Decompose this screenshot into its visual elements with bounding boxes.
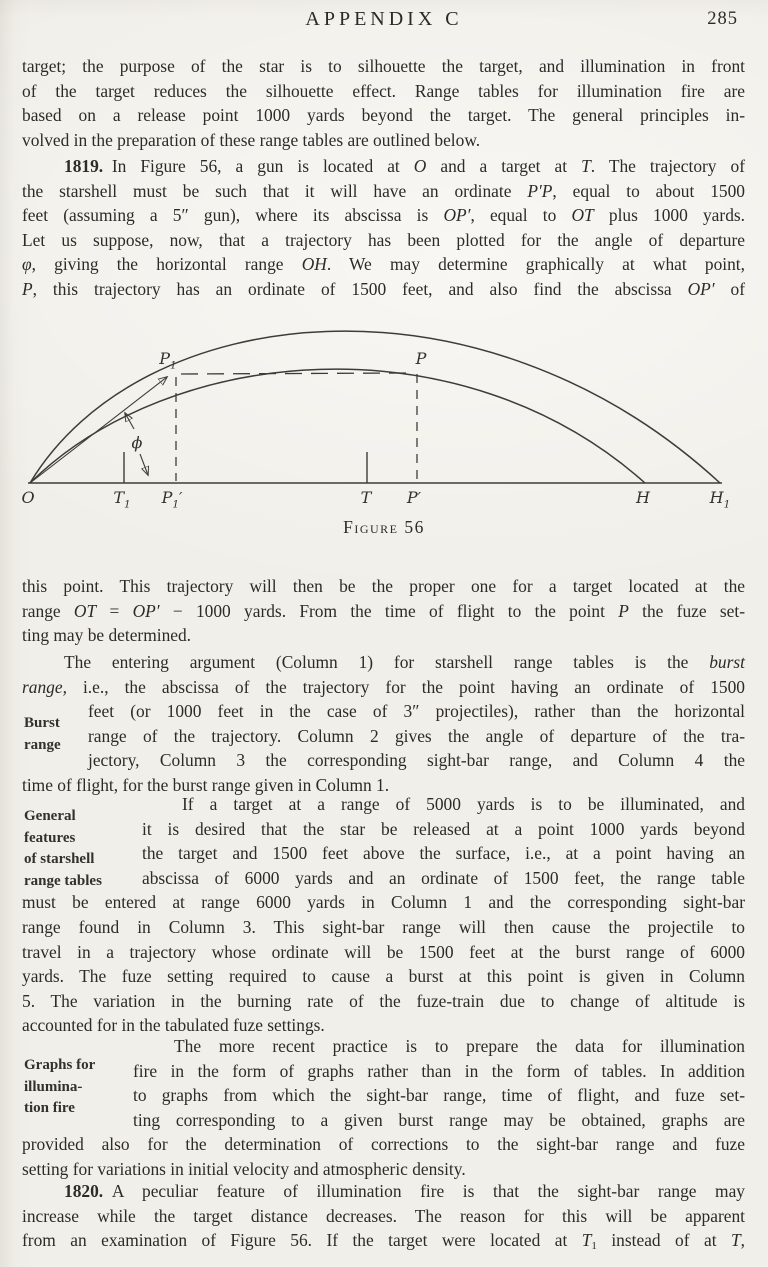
- page-title: APPENDIX C: [305, 8, 463, 30]
- text-line: [64, 650, 745, 675]
- paragraph: [22, 650, 745, 798]
- text-line: [88, 748, 745, 773]
- text-segment: The more recent practice is to prepare the data for illumination: [174, 1036, 745, 1056]
- text-line: [22, 675, 745, 700]
- figure-point-label: P′: [406, 488, 422, 507]
- text-segment: feet (or 1000 feet in the case of 3″ projectiles), rather than the horizontal: [88, 701, 745, 722]
- text-segment: abscissa of 6000 yards and an ordinate of 1500 feet, the range table: [142, 867, 745, 888]
- text-line: [22, 252, 745, 277]
- dashed-1500ft-level: [181, 373, 412, 374]
- text-segment: provided also for the determination of corrections to the sight-bar range and fuze: [22, 1134, 745, 1155]
- text-line: [22, 1157, 745, 1182]
- text-segment: P: [618, 600, 629, 621]
- margin-note-line: range tables: [24, 872, 102, 889]
- text-line: [182, 792, 745, 817]
- text-line: [22, 79, 745, 104]
- text-segment: OH: [301, 254, 327, 275]
- text-line: [22, 574, 745, 599]
- trajectory-flat-curve: [30, 369, 645, 483]
- text-line: [88, 724, 745, 749]
- text-line: [22, 989, 745, 1014]
- margin-note-line: Graphs for: [24, 1057, 96, 1073]
- text-segment: In Figure 56, a gun is located at: [103, 156, 414, 176]
- figure-point-label: $P_1$: [159, 349, 177, 372]
- text-segment: target; the purpose of the star is to silhouette the target, and illumination in front: [22, 56, 745, 76]
- margin-note-line: range: [24, 736, 61, 753]
- text-segment: based on a release point 1000 yards beyond the target. The general principles in-: [22, 105, 745, 126]
- text-segment: instead of at: [596, 1230, 731, 1251]
- text-segment: . We may determine graphically at what point,: [326, 254, 745, 275]
- text-segment: from an examination of Figure 56. If the target were located at: [22, 1230, 582, 1251]
- text-segment: , this trajectory has an ordinate of 1500 feet, and also find the abscissa: [32, 278, 688, 299]
- margin-note-line: General: [24, 808, 76, 824]
- text-line: [22, 1204, 745, 1229]
- text-segment: fire in the form of graphs rather than in the form of tables. In addition: [133, 1060, 745, 1081]
- text-segment: the fuze set-: [628, 600, 746, 621]
- text-segment: OT: [73, 600, 97, 621]
- text-segment: OT: [571, 205, 594, 226]
- text-line: [22, 599, 745, 624]
- text-segment: φ: [22, 254, 32, 275]
- margin-note-line: Burst: [24, 715, 60, 731]
- page-header: [0, 8, 768, 34]
- paragraph: [22, 154, 745, 302]
- text-line: [22, 277, 745, 302]
- text-segment: , giving the horizontal range: [31, 254, 302, 275]
- text-segment: − 1000 yards. From the time of flight to the point: [159, 600, 619, 621]
- text-line: [174, 1034, 745, 1059]
- text-segment: yards. The fuze setting required to cause a burst at this point is given in Column: [22, 966, 745, 987]
- figure-point-label: T: [360, 488, 372, 507]
- paragraph: [22, 54, 745, 152]
- text-segment: of: [714, 278, 745, 299]
- text-line: [133, 1083, 745, 1108]
- text-segment: increase while the target distance decreases. The reason for this will be apparent: [22, 1205, 745, 1226]
- text-segment: P: [22, 278, 33, 299]
- text-segment: to graphs from which the sight-bar range, time of flight, and fuze set-: [133, 1085, 745, 1106]
- figure-caption: Figure 56: [343, 517, 425, 537]
- text-segment: jectory, Column 3 the corresponding sight-bar range, and Column 4 the: [88, 750, 745, 771]
- text-line: [22, 940, 745, 965]
- text-line: [142, 841, 745, 866]
- text-segment: range: [22, 600, 74, 621]
- text-segment: ting corresponding to a given burst range may be obtained, graphs are: [133, 1109, 745, 1130]
- paragraph: [22, 1179, 745, 1259]
- text-segment: range of the trajectory. Column 2 gives the angle of departure of the tra-: [88, 725, 745, 746]
- text-segment: range,: [22, 676, 67, 697]
- text-line: [142, 866, 745, 891]
- text-line: [133, 1108, 745, 1133]
- text-segment: the target and 1500 feet above the surface, i.e., at a point having an: [142, 843, 745, 864]
- text-line: [22, 890, 745, 915]
- text-segment: P′P: [527, 180, 553, 201]
- text-line: [22, 915, 745, 940]
- text-segment: must be entered at range 6000 yards in Column 1 and the corresponding sight-bar: [22, 892, 745, 913]
- figure-point-label: ϕ: [131, 433, 143, 452]
- text-segment: the starshell must be such that it will have an ordinate: [22, 180, 528, 201]
- text-line: [64, 154, 745, 179]
- text-segment: range found in Column 3. This sight-bar range will then cause the projectile to: [22, 916, 745, 937]
- margin-note: [24, 806, 102, 892]
- figure-point-label: $H_1$: [709, 488, 731, 511]
- margin-note-line: tion fire: [24, 1100, 75, 1116]
- text-line: [22, 103, 745, 128]
- text-segment: ,: [740, 1230, 745, 1251]
- figure-56: [0, 312, 768, 512]
- page-number: 285: [707, 9, 738, 29]
- text-segment: If a target at a range of 5000 yards is to be illuminated, and: [182, 794, 745, 814]
- text-segment: . The trajectory of: [590, 156, 745, 176]
- text-segment: setting for variations in initial velocity and atmospheric density.: [22, 1158, 466, 1179]
- text-segment: 1: [591, 1240, 597, 1253]
- text-line: [22, 1132, 745, 1157]
- paragraph-number: 1820.: [64, 1181, 104, 1201]
- text-segment: A peculiar feature of illumination fire is that the sight-bar range may: [103, 1181, 745, 1201]
- text-segment: , equal to about 1500: [552, 180, 745, 201]
- text-segment: Let us suppose, now, that a trajectory has been plotted for the angle of departure: [22, 229, 745, 250]
- text-segment: time of flight, for the burst range given in Column 1.: [22, 774, 390, 795]
- text-line: [22, 54, 745, 79]
- text-segment: ting may be determined.: [22, 625, 192, 646]
- figure-point-label: H: [636, 488, 650, 507]
- paragraph: [22, 792, 745, 1038]
- text-line: [22, 964, 745, 989]
- text-segment: T: [730, 1230, 741, 1251]
- text-segment: i.e., the abscissa of the trajectory for the point having an ordinate of 1500: [66, 676, 745, 697]
- text-line: [22, 1228, 745, 1259]
- figure-point-label: $T_1$: [113, 488, 131, 511]
- text-segment: feet (assuming a 5″ gun), where its abscissa is: [22, 205, 444, 226]
- figure-point-label: $P_1'$: [161, 488, 183, 511]
- text-line: [22, 623, 745, 648]
- text-line: [22, 128, 745, 153]
- text-line: [142, 817, 745, 842]
- departure-line: [30, 377, 167, 483]
- figure-point-label: P: [415, 349, 427, 368]
- paragraph-number: 1819.: [64, 156, 104, 176]
- text-line: [22, 203, 745, 228]
- text-segment: volved in the preparation of these range tables are outlined below.: [22, 129, 481, 150]
- paragraph: [22, 574, 745, 648]
- text-segment: this point. This trajectory will then be the proper one for a target located at the: [22, 576, 745, 596]
- text-line: [22, 228, 745, 253]
- margin-note-line: features: [24, 829, 76, 846]
- text-line: [64, 1179, 745, 1204]
- text-line: [133, 1059, 745, 1084]
- phi-arrow-lower: [140, 454, 148, 475]
- margin-note: [24, 713, 61, 756]
- text-segment: O: [413, 156, 427, 176]
- margin-note: [24, 1055, 95, 1120]
- figure-point-label: O: [21, 488, 35, 507]
- text-segment: travel in a trajectory whose ordinate will be 1500 feet at the burst range of 6000: [22, 941, 745, 962]
- paragraph: [22, 1034, 745, 1182]
- text-line: [88, 699, 745, 724]
- text-segment: accounted for in the tabulated fuze settings.: [22, 1015, 325, 1036]
- text-segment: The entering argument (Column 1) for starshell range tables is the: [64, 652, 710, 672]
- text-segment: OP′: [443, 205, 471, 226]
- text-segment: T: [581, 1230, 592, 1251]
- text-segment: , equal to: [470, 205, 572, 226]
- text-segment: OP′: [132, 600, 160, 621]
- text-segment: of the target reduces the silhouette effect. Range tables for illumination fire are: [22, 80, 745, 101]
- text-segment: =: [96, 600, 133, 621]
- phi-arrow-upper: [125, 413, 134, 429]
- margin-note-line: illumina-: [24, 1078, 83, 1095]
- text-segment: burst: [709, 652, 745, 672]
- text-segment: T: [581, 156, 591, 176]
- margin-note-line: of starshell: [24, 851, 95, 867]
- text-line: [22, 179, 745, 204]
- text-segment: it is desired that the star be released at a point 1000 yards beyond: [142, 818, 745, 839]
- text-segment: and a target at: [426, 156, 582, 176]
- text-segment: OP′: [687, 278, 715, 299]
- text-segment: 5. The variation in the burning rate of the fuze-train due to change of altitude is: [22, 990, 745, 1011]
- text-segment: plus 1000 yards.: [593, 205, 746, 226]
